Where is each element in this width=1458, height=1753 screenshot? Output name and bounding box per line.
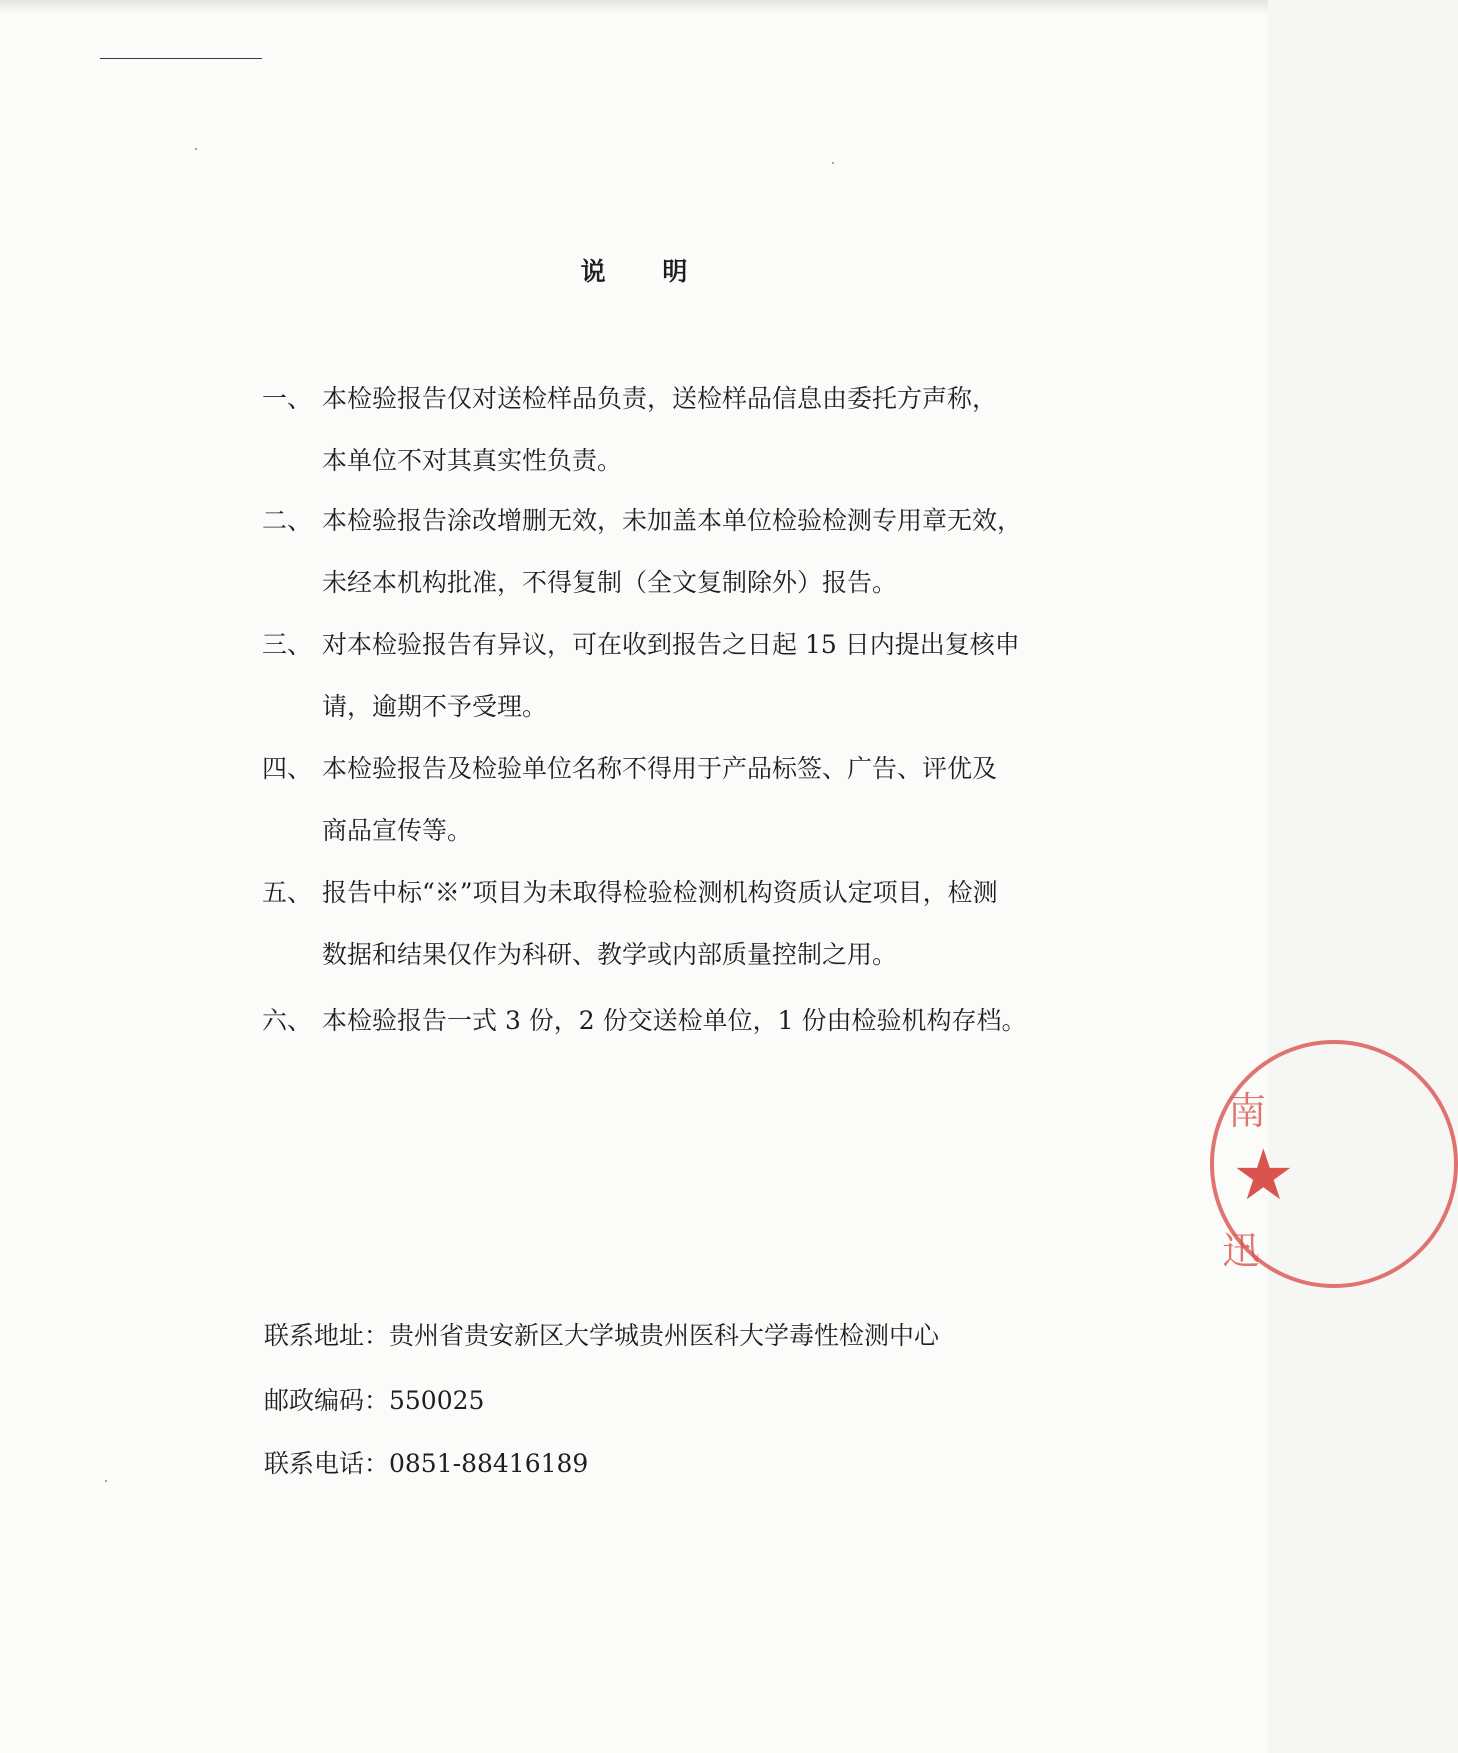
notice-item-1: [262, 368, 997, 492]
notice-item-4: [262, 738, 997, 862]
item-line: 本检验报告一式 3 份，2 份交送检单位，1 份由检验机构存档。: [322, 1006, 1027, 1035]
item-number: 五、: [262, 878, 313, 907]
seal-text-bottom: 迅: [1222, 1229, 1261, 1273]
contact-postcode: 邮政编码：550025: [264, 1386, 485, 1415]
seal-star-icon: ★: [1232, 1134, 1295, 1216]
notice-item-5: [262, 862, 998, 986]
item-number: 六、: [262, 1006, 313, 1035]
notice-item-2: [262, 490, 1022, 614]
item-number: 二、: [262, 506, 313, 535]
item-line: 本单位不对其真实性负责。: [322, 446, 623, 475]
item-number: 一、: [262, 384, 313, 413]
contact-phone: 联系电话：0851-88416189: [264, 1449, 589, 1478]
item-number: 三、: [262, 630, 313, 659]
header-rule-line: [100, 58, 262, 59]
item-line: 数据和结果仅作为科研、教学或内部质量控制之用。: [322, 940, 898, 969]
scan-speck: [832, 162, 834, 164]
item-line: 请，逾期不予受理。: [322, 692, 548, 721]
scan-speck: [105, 1480, 107, 1482]
item-line: 报告中标“※”项目为未取得检验检测机构资质认定项目，检测: [322, 878, 998, 907]
notice-item-6: [262, 990, 1027, 1052]
page-title: 说 明: [580, 257, 712, 286]
item-line: 商品宣传等。: [322, 816, 473, 845]
scan-edge: [0, 0, 1268, 14]
scan-speck: [195, 148, 197, 150]
item-number: 四、: [262, 754, 313, 783]
item-line: 本检验报告仅对送检样品负责，送检样品信息由委托方声称，: [322, 384, 998, 413]
seal-text-top: 南: [1228, 1089, 1267, 1133]
item-line: 本检验报告涂改增删无效，未加盖本单位检验检测专用章无效，: [322, 506, 1023, 535]
item-line: 本检验报告及检验单位名称不得用于产品标签、广告、评优及: [322, 754, 998, 783]
notice-item-3: [262, 614, 1020, 738]
item-line: 对本检验报告有异议，可在收到报告之日起 15 日内提出复核申: [322, 630, 1020, 659]
contact-address: 联系地址：贵州省贵安新区大学城贵州医科大学毒性检测中心: [264, 1321, 940, 1350]
item-line: 未经本机构批准，不得复制（全文复制除外）报告。: [322, 568, 898, 597]
